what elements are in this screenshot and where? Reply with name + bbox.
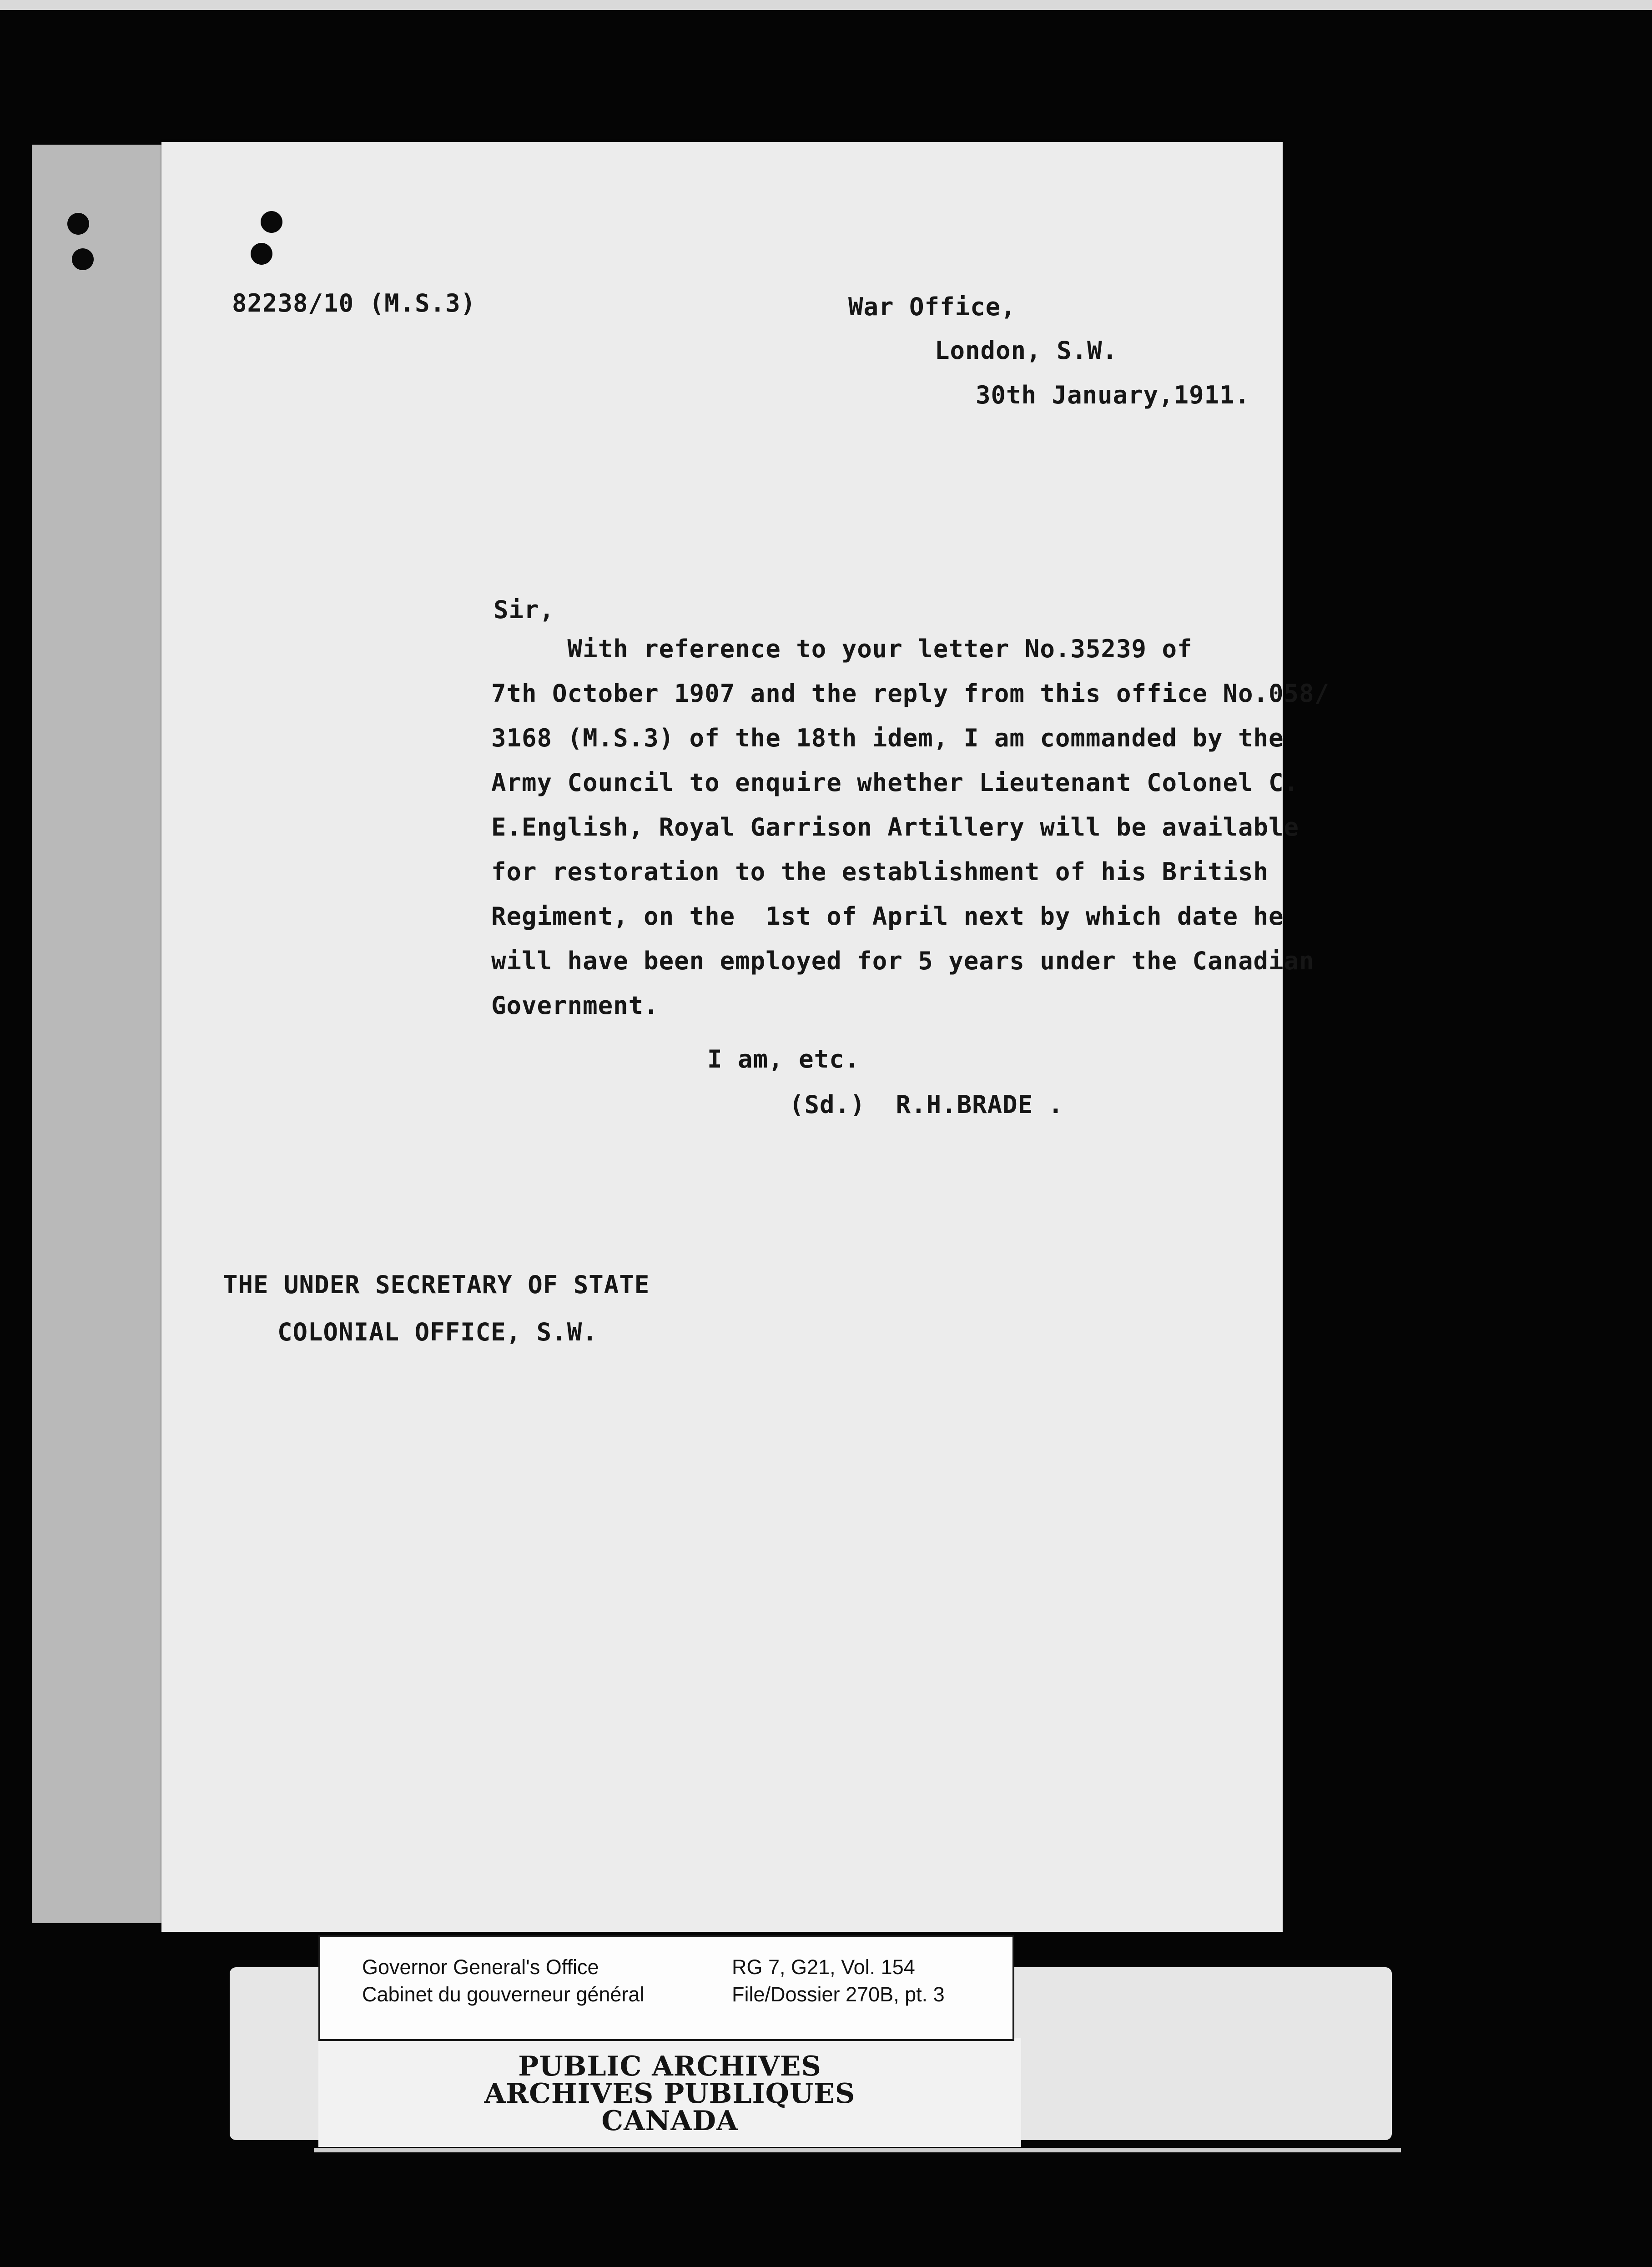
body-line: will have been employed for 5 years under the Canadian [491,947,1315,975]
film-bottom-edge [314,2148,1401,2152]
punch-hole [251,243,272,265]
archive-stamp-line: ARCHIVES PUBLIQUES [484,2078,856,2110]
closing: I am, etc. [707,1045,860,1073]
archive-stamp-line: CANADA [601,2105,738,2137]
salutation: Sir, [494,595,555,624]
body-line: E.English, Royal Garrison Artillery will be available [491,813,1299,841]
sender-line: War Office, [848,292,1016,321]
letter-date: 30th January,1911. [976,381,1250,409]
archive-label [318,1935,1014,2041]
body-line: 3168 (M.S.3) of the 18th idem, I am commanded by the [491,724,1284,752]
addressee-line: THE UNDER SECRETARY OF STATE [223,1270,650,1299]
archive-stamp-line: PUBLIC ARCHIVES [518,2050,821,2082]
body-line: With reference to your letter No.35239 of [491,635,1193,663]
body-line: for restoration to the establishment of his British [491,857,1269,886]
label-office-en: Governor General's Office [362,1955,599,1979]
label-file: File/Dossier 270B, pt. 3 [732,1983,945,2006]
film-top-edge [0,0,1652,10]
body-line: Army Council to enquire whether Lieutenant Colonel C. [491,768,1299,797]
punch-hole [72,248,94,270]
backing-sheet [32,145,182,1923]
letter-page [161,142,1330,1932]
punch-hole [261,211,282,233]
label-reference: RG 7, G21, Vol. 154 [732,1955,915,1979]
signature: (Sd.) R.H.BRADE . [789,1090,1064,1119]
addressee-line: COLONIAL OFFICE, S.W. [277,1318,598,1346]
sender-line: London, S.W. [935,336,1118,365]
body-line: Regiment, on the 1st of April next by which date he [491,902,1284,931]
body-line: 7th October 1907 and the reply from this office No.058/ [491,679,1330,708]
body-line: Government. [491,991,659,1020]
punch-hole [67,213,89,235]
label-office-fr: Cabinet du gouverneur général [362,1983,645,2006]
file-reference: 82238/10 (M.S.3) [232,289,476,317]
